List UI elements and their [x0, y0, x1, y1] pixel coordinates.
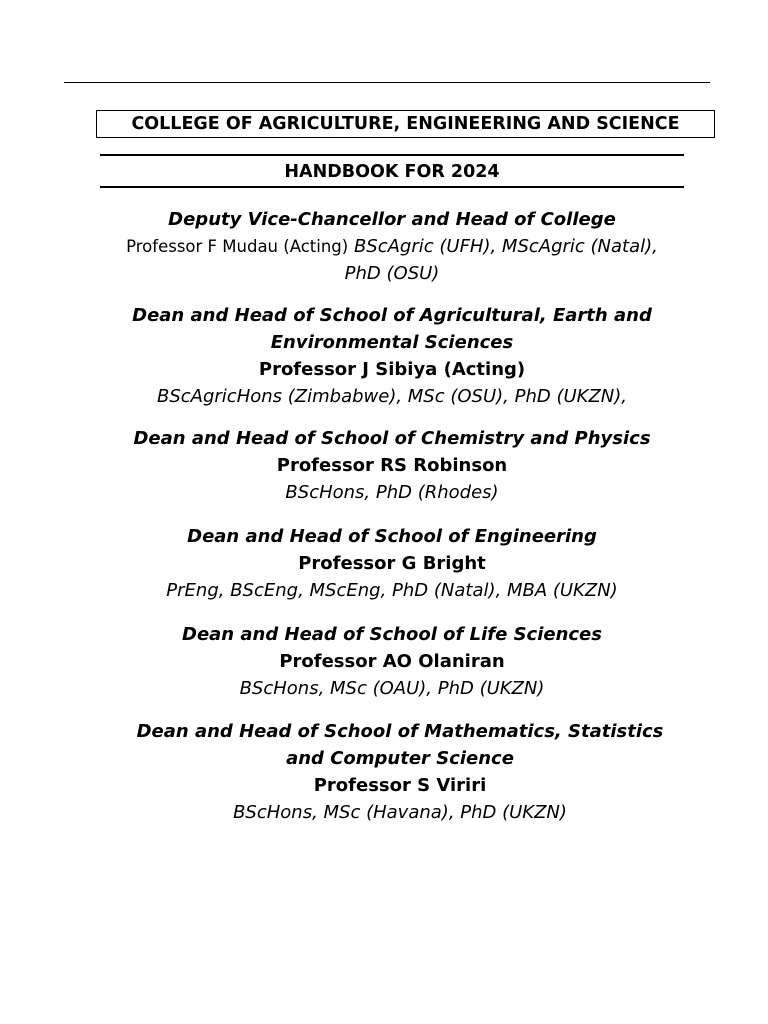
section-title: Dean and Head of School of Engineering — [187, 526, 597, 547]
section-title: Dean and Head of School of Life Sciences — [182, 624, 602, 645]
person-name: Professor F Mudau (Acting) — [126, 237, 349, 256]
qualifications-line: BScAgric (UFH), MScAgric (Natal), — [353, 236, 658, 257]
college-title: COLLEGE OF AGRICULTURE, ENGINEERING AND SCIENCE — [131, 114, 680, 134]
person-name: Professor G Bright — [298, 553, 486, 574]
section-qualifications — [64, 233, 720, 260]
handbook-title: HANDBOOK FOR 2024 — [284, 162, 500, 182]
section-title: Dean and Head of School of Mathematics, Statistics — [136, 721, 664, 742]
section-agricultural-earth-environmental — [64, 302, 720, 410]
person-name: Professor RS Robinson — [276, 455, 508, 476]
section-title-continued: Environmental Sciences — [270, 332, 514, 353]
section-engineering — [64, 523, 720, 604]
person-name: Professor S Viriri — [313, 775, 487, 796]
section-title: Dean and Head of School of Agricultural, Earth and — [132, 305, 652, 326]
section-qualifications: BScHons, MSc (Havana), PhD (UKZN) — [233, 802, 567, 823]
college-title-box — [96, 110, 715, 138]
section-qualifications: BScHons, PhD (Rhodes) — [285, 482, 499, 503]
section-chemistry-physics — [64, 425, 720, 506]
person-name: Professor AO Olaniran — [279, 651, 505, 672]
section-qualifications: BScHons, MSc (OAU), PhD (UKZN) — [239, 678, 545, 699]
handbook-rule-bottom — [100, 186, 684, 188]
section-life-sciences — [64, 621, 720, 702]
section-qualifications: BScAgricHons (Zimbabwe), MSc (OSU), PhD (UKZN), — [156, 386, 627, 407]
section-title: Dean and Head of School of Chemistry and Physics — [133, 428, 651, 449]
person-name: Professor J Sibiya (Acting) — [258, 359, 526, 380]
section-qualifications: PrEng, BScEng, MScEng, PhD (Natal), MBA (UKZN) — [166, 580, 618, 601]
top-horizontal-rule — [64, 82, 710, 83]
qualifications-line: PhD (OSU) — [344, 263, 440, 284]
section-mathematics-statistics-computer-science — [72, 718, 728, 826]
section-title-continued: and Computer Science — [286, 748, 514, 769]
section-title: Deputy Vice-Chancellor and Head of College — [168, 209, 616, 230]
handbook-rule-top — [100, 154, 684, 156]
section-deputy-vice-chancellor — [64, 206, 720, 287]
